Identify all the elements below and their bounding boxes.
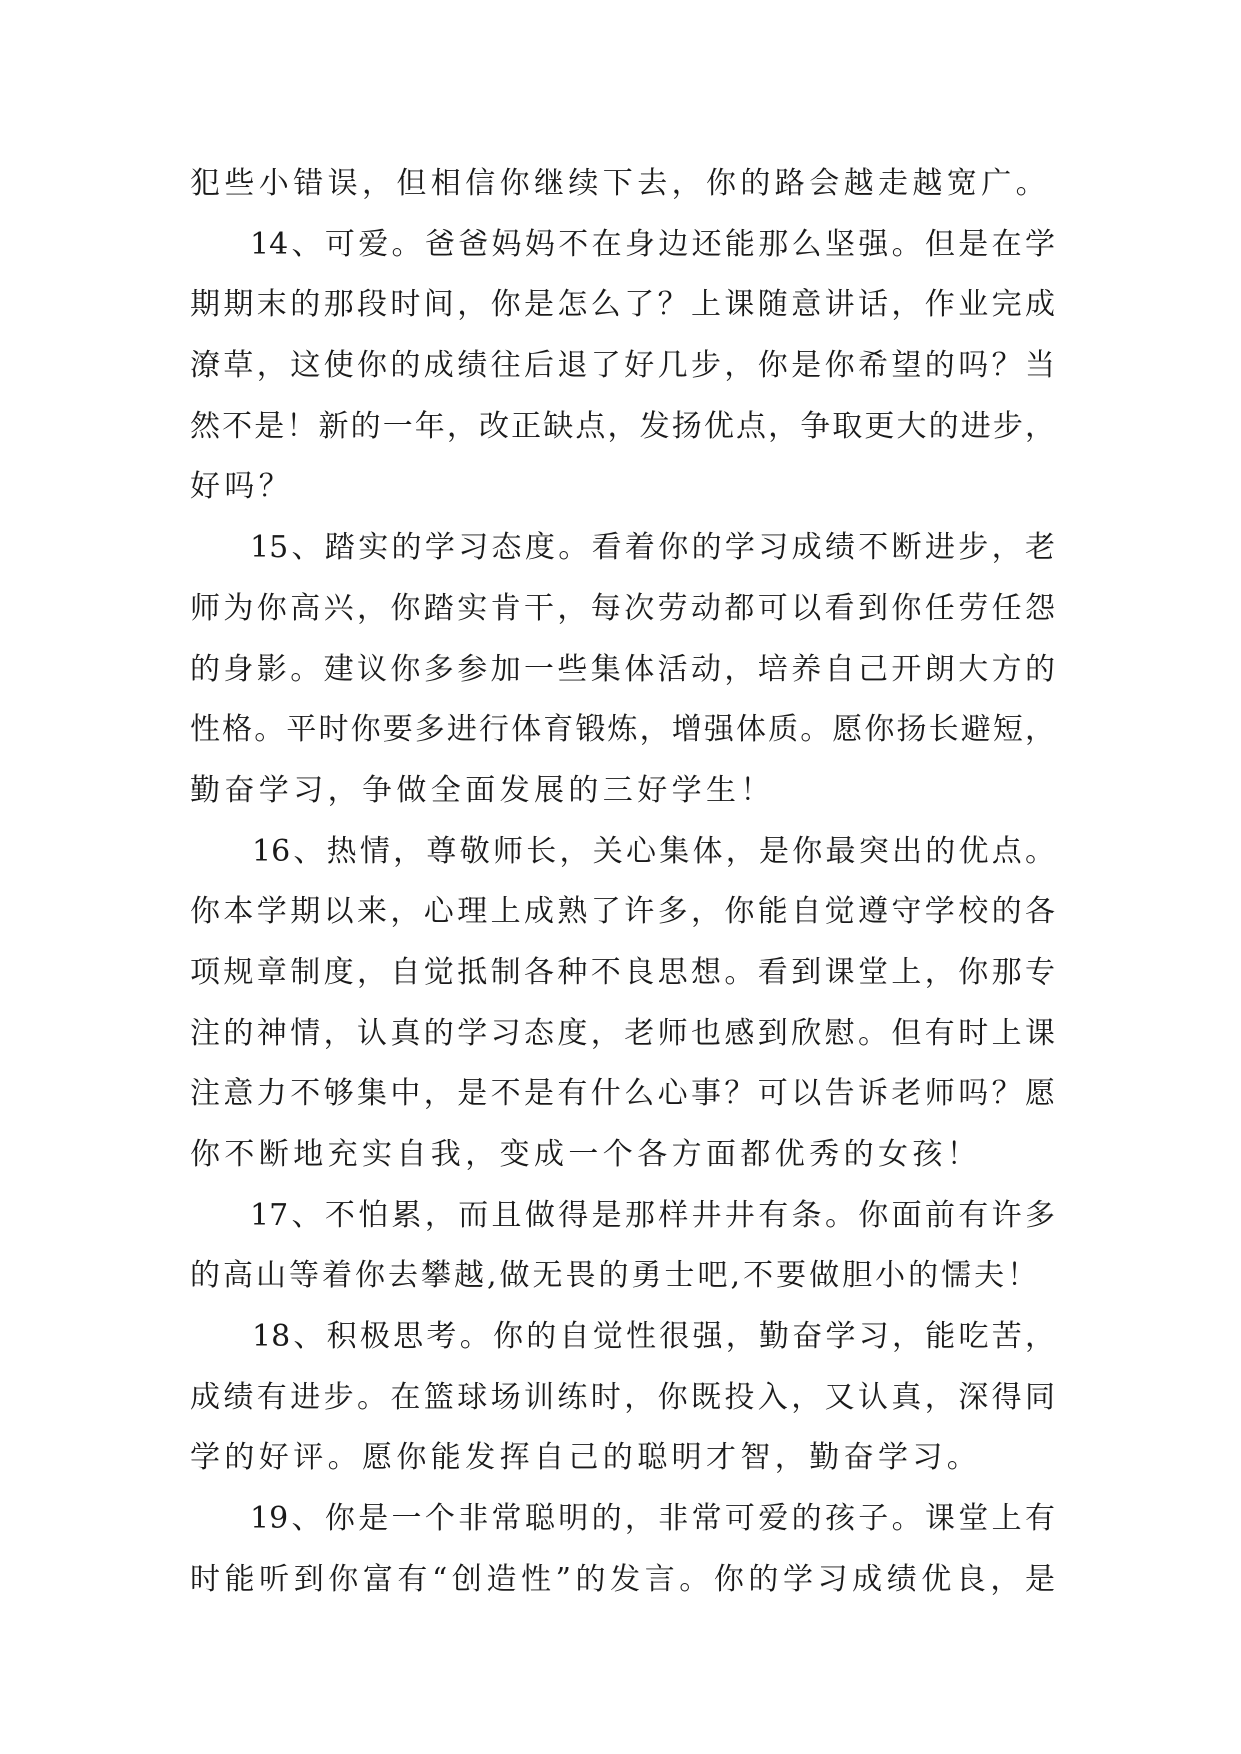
body-text	[190, 154, 1055, 1611]
text-line: 18、积极思考。你的自觉性很强，勤奋学习，能吃苦，	[252, 1319, 1055, 1355]
text-line: 16、热情，尊敬师长，关心集体，是你最突出的优点。	[252, 833, 1055, 869]
text-line: 项规章制度，自觉抵制各种不良思想。看到课堂上，你那专	[190, 954, 1055, 990]
text-line: 性格。平时你要多进行体育锻炼，增强体质。愿你扬长避短，	[190, 712, 1055, 748]
text-line: 勤奋学习，争做全面发展的三好学生！	[190, 772, 775, 808]
text-line: 的身影。建议你多参加一些集体活动，培养自己开朗大方的	[190, 651, 1055, 687]
text-line: 注的神情，认真的学习态度，老师也感到欣慰。但有时上课	[190, 1015, 1055, 1051]
text-line: 学的好评。愿你能发挥自己的聪明才智，勤奋学习。	[190, 1440, 982, 1476]
text-line: 19、你是一个非常聪明的，非常可爱的孩子。课堂上有	[250, 1501, 1055, 1537]
text-line: 你不断地充实自我，变成一个各方面都优秀的女孩！	[190, 1137, 982, 1172]
text-line: 好吗？	[190, 469, 294, 505]
text-line: 14、可爱。爸爸妈妈不在身边还能那么坚强。但是在学	[250, 226, 1055, 262]
text-line: 时能听到你富有“创造性”的发言。你的学习成绩优良，是	[190, 1561, 1055, 1597]
text-line: 然不是！新的一年，改正缺点，发扬优点，争取更大的进步，	[190, 408, 1055, 444]
text-line: 17、不怕累，而且做得是那样井井有条。你面前有许多	[250, 1197, 1055, 1233]
text-line: 15、踏实的学习态度。看着你的学习成绩不断进步，老	[250, 530, 1055, 566]
text-line: 的高山等着你去攀越,做无畏的勇士吧,不要做胆小的懦夫！	[190, 1258, 1041, 1294]
text-line: 期期末的那段时间，你是怎么了？上课随意讲话，作业完成	[190, 287, 1055, 323]
text-line: 你本学期以来，心理上成熟了许多，你能自觉遵守学校的各	[190, 894, 1055, 930]
text-line: 犯些小错误，但相信你继续下去，你的路会越走越宽广。	[190, 166, 1050, 201]
text-line: 成绩有进步。在篮球场训练时，你既投入，又认真，深得同	[190, 1379, 1055, 1415]
text-line: 潦草，这使你的成绩往后退了好几步，你是你希望的吗？当	[190, 348, 1055, 384]
text-line: 注意力不够集中，是不是有什么心事？可以告诉老师吗？愿	[190, 1076, 1055, 1112]
text-line: 师为你高兴，你踏实肯干，每次劳动都可以看到你任劳任怨	[190, 590, 1055, 626]
